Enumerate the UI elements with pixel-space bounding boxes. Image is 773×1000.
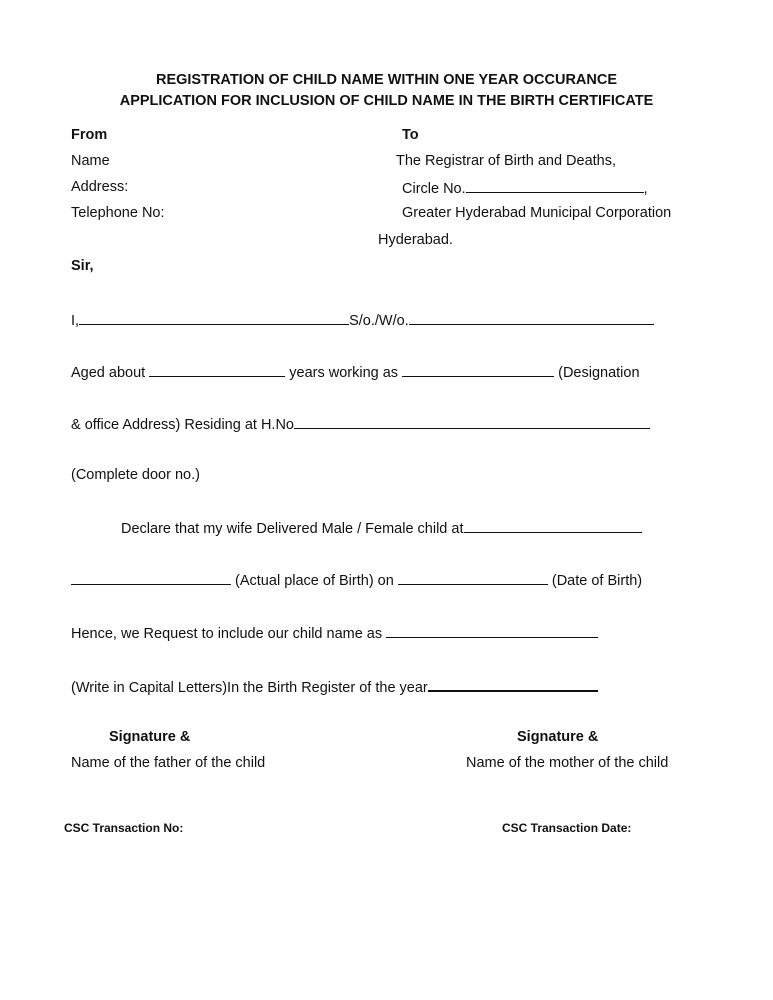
text-register-year: (Write in Capital Letters)In the Birth Register of the year xyxy=(71,680,428,696)
body-line-place xyxy=(71,571,642,589)
text-years-working: years working as xyxy=(289,365,399,381)
circle-label: Circle No. xyxy=(402,181,466,197)
house-number-field[interactable] xyxy=(294,415,650,429)
child-name-field[interactable] xyxy=(386,624,598,638)
body-line-age xyxy=(71,363,640,381)
salutation: Sir, xyxy=(71,258,94,274)
register-year-field[interactable] xyxy=(428,677,598,692)
mother-signature-label: Signature & xyxy=(517,729,599,745)
designation-field[interactable] xyxy=(402,363,554,377)
to-registrar-line: The Registrar of Birth and Deaths, xyxy=(396,153,617,169)
to-city-line: Hyderabad. xyxy=(378,232,453,248)
from-heading: From xyxy=(71,127,108,143)
text-declare: Declare that my wife Delivered Male / Female child at xyxy=(121,521,464,537)
from-telephone-label: Telephone No: xyxy=(71,205,165,221)
text-date-of-birth: (Date of Birth) xyxy=(551,573,643,589)
body-line-door: (Complete door no.) xyxy=(71,467,200,483)
csc-transaction-date-label: CSC Transaction Date: xyxy=(502,821,632,835)
to-corporation-line: Greater Hyderabad Municipal Corporation xyxy=(402,205,672,221)
father-name-label: Name of the father of the child xyxy=(71,755,266,771)
from-address-label: Address: xyxy=(71,179,129,195)
text-request: Hence, we Request to include our child name as xyxy=(71,626,383,642)
text-residing: & office Address) Residing at H.No xyxy=(71,417,294,433)
circle-suffix: , xyxy=(643,181,648,197)
body-line-declare xyxy=(121,519,642,537)
text-actual-place: (Actual place of Birth) on xyxy=(235,573,394,589)
relation-name-field[interactable] xyxy=(409,311,654,325)
text-i: I, xyxy=(71,313,80,329)
text-so-wo: S/o./W/o. xyxy=(349,313,409,329)
text-designation: (Designation xyxy=(558,365,640,381)
applicant-name-field[interactable] xyxy=(79,311,349,325)
place-of-birth-field[interactable] xyxy=(71,571,231,585)
age-field[interactable] xyxy=(149,363,285,377)
mother-name-label: Name of the mother of the child xyxy=(466,755,669,771)
to-circle-line xyxy=(402,179,648,197)
body-line-request xyxy=(71,624,598,642)
father-signature-label: Signature & xyxy=(109,729,191,745)
birth-hospital-field[interactable] xyxy=(464,519,642,533)
from-name-label: Name xyxy=(71,153,110,169)
body-line-name xyxy=(71,311,654,329)
text-aged-about: Aged about xyxy=(71,365,146,381)
circle-number-field[interactable] xyxy=(466,179,644,193)
csc-transaction-no-label: CSC Transaction No: xyxy=(64,821,184,835)
date-of-birth-field[interactable] xyxy=(398,571,548,585)
to-heading: To xyxy=(402,127,419,143)
body-line-year xyxy=(71,677,598,696)
body-line-residence xyxy=(71,415,650,433)
form-title-line1: REGISTRATION OF CHILD NAME WITHIN ONE YEAR OCCURANCE xyxy=(155,72,618,88)
form-title-line2: APPLICATION FOR INCLUSION OF CHILD NAME IN THE BIRTH CERTIFICATE xyxy=(119,93,654,109)
